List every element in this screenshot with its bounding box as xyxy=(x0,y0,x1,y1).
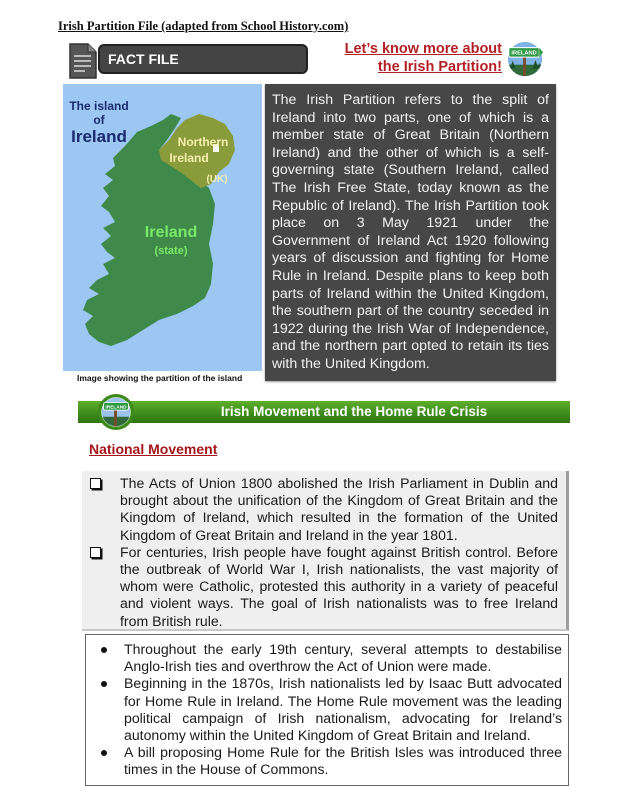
bullet-points-box xyxy=(85,634,569,786)
map-title-2: of xyxy=(93,113,105,127)
map-graphic xyxy=(63,84,262,371)
fact-file-header xyxy=(68,40,304,76)
checkbox-bullet-icon xyxy=(90,547,101,558)
bullet-icon xyxy=(101,681,107,687)
map-caption: Image showing the partition of the island xyxy=(77,373,243,383)
bullet-icon xyxy=(101,647,107,653)
roi-label-2: (state) xyxy=(154,245,188,257)
document-title: Irish Partition File (adapted from School History.com) xyxy=(58,19,349,33)
ni-label-2: Ireland xyxy=(169,151,209,165)
fact-box: The Irish Partition refers to the split of Ireland into two parts, one of which is a member state of Great Britain (Northern Ireland) and the other of which is a self-governing state (Southern Ireland, called The Irish Free State, today known as the Republic of Ireland). The Irish Partition took place on 3 May 1921 under the Government of Ireland Act 1920 following years of discussion and fighting for Home Rule in Ireland. Despite plans to keep both parts of Ireland within the United Kingdom, the southern part of the country seceded in 1922 during the Irish War of Independence, and the northern part opted to retain its ties with the United Kingdom. xyxy=(265,84,556,381)
map-title-3: Ireland xyxy=(71,127,127,146)
subheading-national-movement: National Movement xyxy=(89,441,218,457)
section-banner-title: Irish Movement and the Home Rule Crisis xyxy=(220,404,488,419)
section-banner xyxy=(78,401,570,423)
badge-text: IRELAND xyxy=(105,405,127,411)
promo-line-2: the Irish Partition! xyxy=(377,59,502,75)
ni-label-1: Northern xyxy=(177,135,229,149)
badge-text: IRELAND xyxy=(511,50,537,57)
list-item: For centuries, Irish people have fought against British control. Before the outbreak of World War I, Irish nationalists, the vast majority of whom were Catholic, protested this authority in a variety of peaceful and violent ways. The goal of Irish nationalists was to free Ireland from British rule. xyxy=(82,544,558,630)
key-points-box xyxy=(82,471,569,631)
checkbox-bullet-icon xyxy=(90,478,101,489)
ireland-map xyxy=(63,84,262,371)
ireland-badge-icon xyxy=(97,393,135,431)
document-icon xyxy=(68,42,98,80)
map-title-1: The island xyxy=(69,99,129,113)
list-item: Beginning in the 1870s, Irish nationalists led by Isaac Butt advocated for Home Rule in Ireland. The Home Rule movement was the leading political campaign of Irish nationalism, advocating for Ireland’s autonomy within the United Kingdom of Great Britain and Ireland. xyxy=(86,675,562,744)
ireland-badge-icon xyxy=(506,40,544,78)
list-item: Throughout the early 19th century, several attempts to destabilise Anglo-Irish ties and overthrow the Act of Union were made. xyxy=(86,641,562,675)
ni-label-3: (UK) xyxy=(206,174,228,185)
promo-line-1: Let’s know more about xyxy=(344,41,502,57)
promo-heading xyxy=(345,40,502,76)
bullet-icon xyxy=(101,750,107,756)
roi-label-1: Ireland xyxy=(144,224,198,241)
fact-file-label: FACT FILE xyxy=(98,44,308,74)
list-item: A bill proposing Home Rule for the British Isles was introduced three times in the House of Commons. xyxy=(86,744,562,778)
list-item: The Acts of Union 1800 abolished the Irish Parliament in Dublin and brought about the unification of the Kingdom of Great Britain and the Kingdom of Ireland, which resulted in the formation of the United Kingdom of Great Britain and Ireland in the year 1801. xyxy=(82,475,558,544)
